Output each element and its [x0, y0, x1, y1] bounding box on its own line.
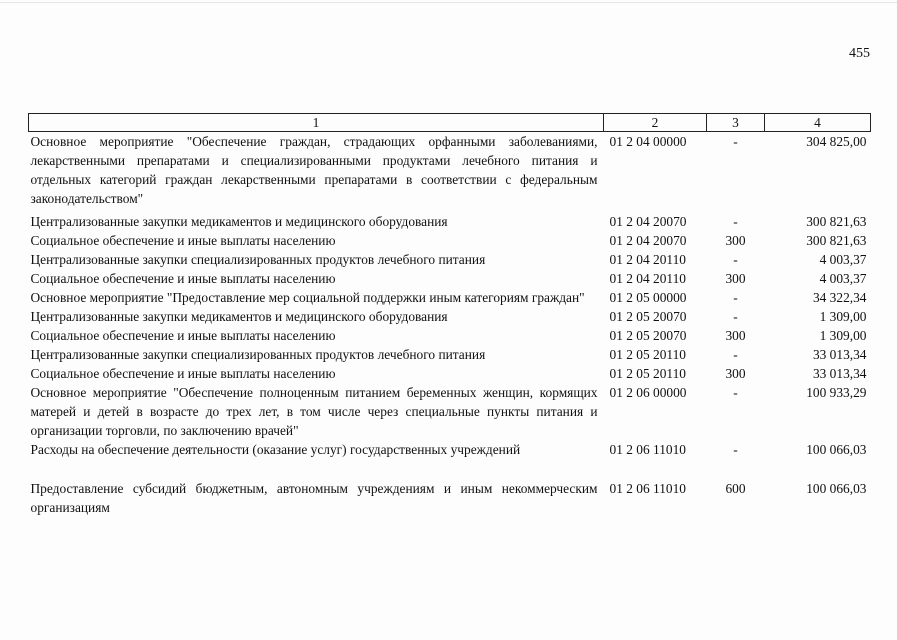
- row-amount: 100 066,03: [806, 442, 867, 457]
- row-code: 01 2 04 00000: [609, 134, 687, 149]
- row-type: 300: [725, 271, 746, 286]
- row-name: Социальное обеспечение и иные выплаты населению: [30, 271, 336, 286]
- row-amount: 100 066,03: [806, 481, 867, 496]
- row-code: 01 2 05 20070: [609, 309, 687, 324]
- table-row: [29, 269, 871, 288]
- row-code: 01 2 05 20070: [609, 328, 687, 343]
- row-name: Социальное обеспечение и иные выплаты населению: [30, 366, 336, 381]
- row-type: -: [733, 252, 738, 267]
- table-row: [29, 288, 871, 307]
- row-name: Предоставление субсидий бюджетным, автономным учреждениям и иным некоммерческим организациям: [30, 481, 598, 515]
- table-row: [29, 307, 871, 326]
- row-amount: 304 825,00: [806, 134, 867, 149]
- row-code: 01 2 06 00000: [609, 385, 687, 400]
- table-row: [29, 345, 871, 364]
- table-row: [29, 132, 871, 213]
- row-type: 300: [725, 366, 746, 381]
- table-row: [29, 440, 871, 479]
- row-type: -: [733, 442, 738, 457]
- table-row: [29, 479, 871, 517]
- scan-edge-line: [0, 2, 897, 3]
- row-amount: 4 003,37: [819, 271, 867, 286]
- table-row: [29, 212, 871, 231]
- row-amount: 34 322,34: [812, 290, 867, 305]
- column-header-type: 3: [707, 114, 765, 132]
- row-amount: 1 309,00: [819, 328, 867, 343]
- table-row: [29, 364, 871, 383]
- row-name: Централизованные закупки специализированных продуктов лечебного питания: [30, 252, 486, 267]
- row-amount: 100 933,29: [806, 385, 867, 400]
- row-code: 01 2 04 20110: [609, 271, 686, 286]
- row-code: 01 2 04 20070: [609, 214, 687, 229]
- column-header-code: 2: [604, 114, 707, 132]
- row-name: Централизованные закупки специализированных продуктов лечебного питания: [30, 347, 486, 362]
- row-code: 01 2 06 11010: [609, 442, 686, 457]
- row-type: -: [733, 290, 738, 305]
- row-amount: 300 821,63: [806, 233, 867, 248]
- page-number: 455: [849, 46, 870, 61]
- table-row: [29, 326, 871, 345]
- row-code: 01 2 05 20110: [609, 366, 686, 381]
- row-type: -: [733, 214, 738, 229]
- row-type: 600: [725, 481, 746, 496]
- row-code: 01 2 05 00000: [609, 290, 687, 305]
- row-type: -: [733, 309, 738, 324]
- row-amount: 33 013,34: [812, 347, 867, 362]
- table-row: [29, 231, 871, 250]
- row-name: Социальное обеспечение и иные выплаты населению: [30, 233, 336, 248]
- row-amount: 4 003,37: [819, 252, 867, 267]
- row-name: Централизованные закупки медикаментов и медицинского оборудования: [30, 214, 448, 229]
- column-header-amount: 4: [765, 114, 871, 132]
- budget-table: [28, 113, 871, 517]
- row-code: 01 2 05 20110: [609, 347, 686, 362]
- row-code: 01 2 04 20070: [609, 233, 687, 248]
- row-code: 01 2 04 20110: [609, 252, 686, 267]
- row-amount: 1 309,00: [819, 309, 867, 324]
- row-type: -: [733, 385, 738, 400]
- row-amount: 300 821,63: [806, 214, 867, 229]
- column-header-name: 1: [29, 114, 604, 132]
- row-amount: 33 013,34: [812, 366, 867, 381]
- row-name: Расходы на обеспечение деятельности (оказание услуг) государственных учреждений: [30, 442, 521, 457]
- row-type: 300: [725, 233, 746, 248]
- table-header-row: [29, 114, 871, 132]
- row-name: Основное мероприятие "Обеспечение полноценным питанием беременных женщин, кормящих матерей и детей в возрасте до трех лет, в том числе через специальные пункты питания и организации торговли, по заключению врачей": [30, 385, 598, 438]
- row-type: -: [733, 134, 738, 149]
- row-name: Основное мероприятие "Обеспечение граждан, страдающих орфанными заболеваниями, лекарственными препаратами и специализированными продуктами лечебного питания и отдельных категорий граждан лекарственными препаратами в соответствии с федеральным законодательством": [30, 134, 598, 206]
- row-name: Социальное обеспечение и иные выплаты населению: [30, 328, 336, 343]
- row-type: -: [733, 347, 738, 362]
- row-code: 01 2 06 11010: [609, 481, 686, 496]
- row-name: Основное мероприятие "Предоставление мер социальной поддержки иным категориям граждан": [30, 290, 585, 305]
- row-name: Централизованные закупки медикаментов и медицинского оборудования: [30, 309, 448, 324]
- row-type: 300: [725, 328, 746, 343]
- table-row: [29, 383, 871, 440]
- table-row: [29, 250, 871, 269]
